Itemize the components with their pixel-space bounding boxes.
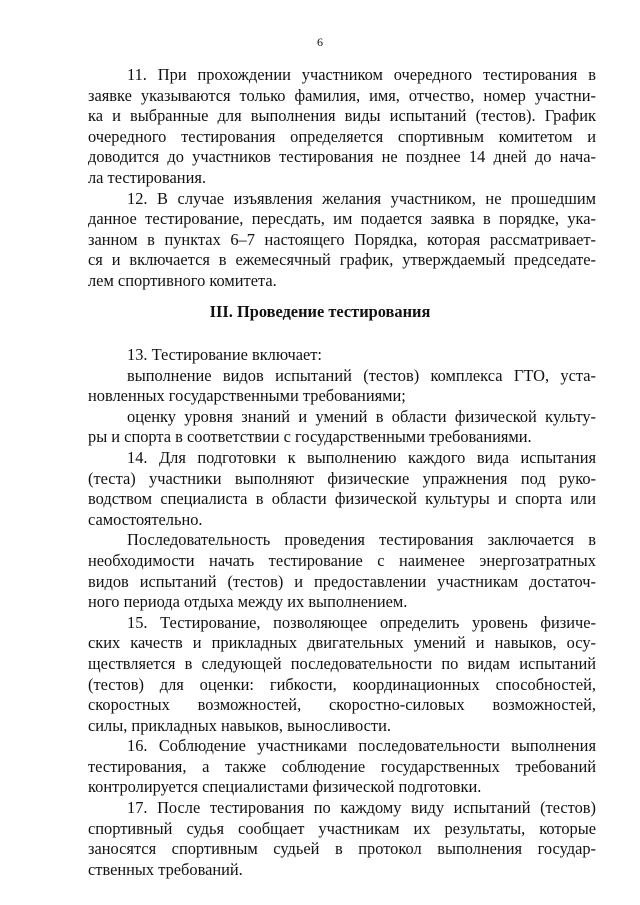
text-block-items-13-17	[88, 345, 596, 880]
text-line: данное тестирование, пересдать, им подается заявка в порядке, ука-	[88, 209, 596, 229]
text-line: 12. В случае изъявления желания участником, не прошедшим	[127, 188, 596, 208]
text-line: 11. При прохождении участником очередного тестирования в	[127, 65, 596, 84]
text-line: оценку уровня знаний и умений в области физической культу-	[127, 406, 596, 426]
text-line: водством специалиста в области физической культуры и спорта или	[88, 489, 596, 509]
section-heading: III. Проведение тестирования	[209, 302, 431, 321]
text-line: выполнение видов испытаний (тестов) комплекса ГТО, уста-	[127, 365, 596, 385]
text-line: спортивный судья сообщает участникам их результаты, которые	[88, 818, 596, 838]
text-line: скоростных возможностей, скоростно-силовых возможностей,	[88, 695, 596, 715]
text-line: 15. Тестирование, позволяющее определить уровень физиче-	[127, 612, 596, 632]
text-line: видов испытаний (тестов) и предоставлении участникам достаточ-	[88, 571, 596, 591]
text-line: самостоятельно.	[88, 509, 203, 529]
text-line: (теста) участники выполняют физические упражнения под руко-	[88, 468, 596, 488]
text-line: контролируется специалистами физической подготовки.	[88, 777, 482, 797]
text-line: новленных государственными требованиями;	[88, 386, 406, 406]
page-number: 6	[317, 35, 323, 49]
text-line: 17. После тестирования по каждому виду испытаний (тестов)	[127, 798, 596, 818]
text-line: ственных требований.	[88, 859, 243, 879]
text-line: занном в пунктах 6–7 настоящего Порядка, которая рассматривает-	[88, 229, 596, 249]
text-line: ся и включается в ежемесячный график, утверждаемый председате-	[88, 250, 596, 270]
text-line: заявке указываются только фамилия, имя, отчество, номер участни-	[88, 85, 596, 105]
text-line: ка и выбранные для выполнения виды испытаний (тестов). График	[88, 106, 596, 126]
text-block-items-11-12	[88, 65, 596, 292]
text-line: Последовательность проведения тестирования заключается в	[127, 530, 596, 550]
text-line: 16. Соблюдение участниками последовательности выполнения	[127, 736, 596, 756]
text-line: (тестов) для оценки: гибкости, координационных способностей,	[88, 674, 596, 694]
text-line: необходимости начать тестирование с наименее энергозатратных	[88, 550, 596, 570]
text-line: ла тестирования.	[88, 167, 206, 187]
text-line: 13. Тестирование включает:	[127, 345, 322, 364]
text-line: лем спортивного комитета.	[88, 270, 277, 290]
text-line: очередного тестирования определяется спортивным комитетом и	[88, 126, 596, 146]
text-line: ских качеств и прикладных двигательных умений и навыков, осу-	[88, 633, 596, 653]
text-line: тестирования, а также соблюдение государственных требований	[88, 756, 596, 776]
text-line: доводится до участников тестирования не позднее 14 дней до нача-	[88, 147, 596, 167]
text-line: ществляется в следующей последовательности по видам испытаний	[88, 653, 596, 673]
text-line: 14. Для подготовки к выполнению каждого вида испытания	[127, 447, 596, 467]
text-line: ного периода отдыха между их выполнением.	[88, 592, 408, 612]
text-line: заносятся спортивным судьей в протокол выполнения государ-	[88, 839, 596, 859]
text-line: силы, прикладных навыков, выносливости.	[88, 715, 391, 735]
text-line: ры и спорта в соответствии с государственными требованиями.	[88, 427, 532, 447]
